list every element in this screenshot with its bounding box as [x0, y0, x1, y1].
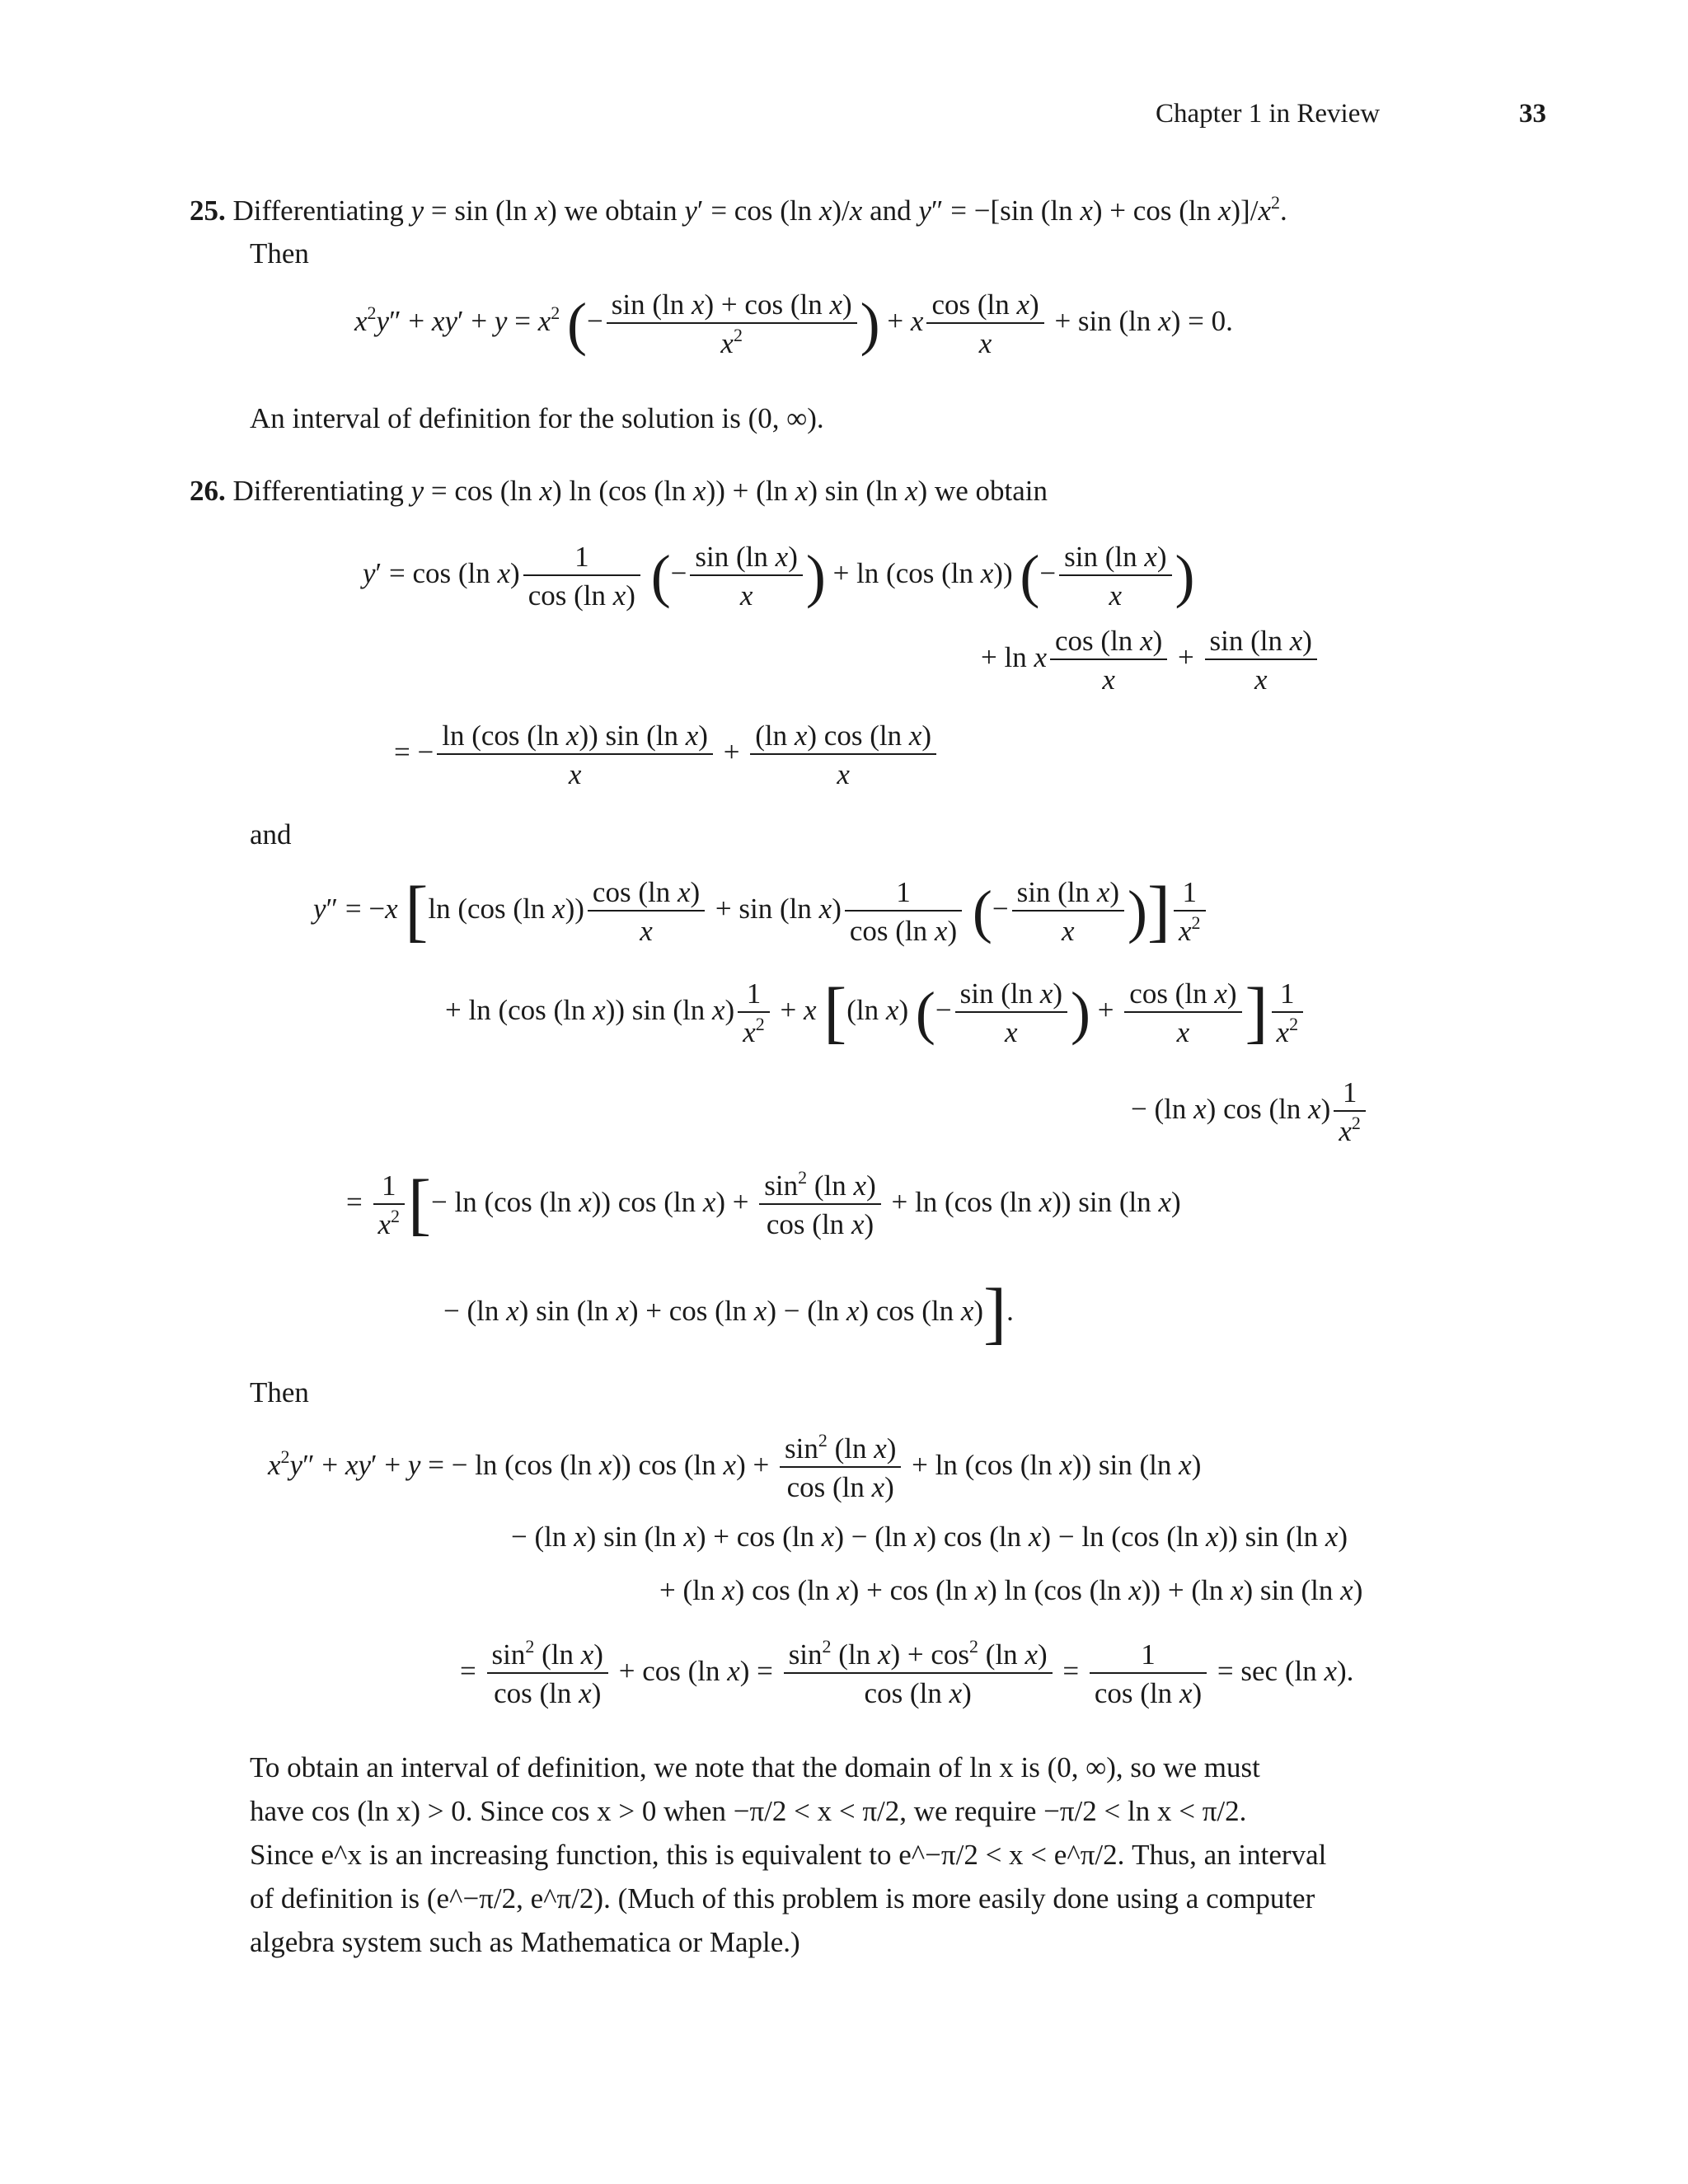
yprime-line-2: + ln x $\frac{\text{cos (ln x)}}{x}$ + $\frac{\text{sin (ln x)}}{x}$ — [981, 626, 1320, 694]
ydoubleprime-result-1: = $\frac{1}{x^2}$ [− ln (cos (ln x)) cos (ln x) + $\frac{\sin^2 (\ln x)}{\text{cos (ln x)}}$ + ln (cos (ln x)) sin (ln x) — [346, 1166, 1181, 1243]
closing-line: To obtain an interval of definition, we note that the domain of ln x is (0, ∞), so we must — [250, 1751, 1260, 1783]
problem-25-conclusion: An interval of definition for the solution is (0, ∞). — [250, 402, 824, 434]
running-header: Chapter 1 in Review — [1156, 99, 1381, 129]
ydoubleprime-result-2: − (ln x) sin (ln x) + cos (ln x) − (ln x) cos (ln x)]. — [443, 1275, 1014, 1352]
text: we obtain — [564, 194, 678, 227]
closing-line: of definition is (e^−π/2, e^π/2). (Much of this problem is more easily done using a computer — [250, 1882, 1315, 1915]
text: we obtain — [927, 475, 1048, 507]
text: Differentiating — [232, 194, 411, 227]
ydoubleprime-line-2: + ln (cos (ln x)) sin (ln x) $\frac{1}{x^2}$ + x [(ln x) (− $\frac{\text{sin (ln x)}}{x}$ ) + $\frac{\text{cos (ln x)}}{x}$ ] $\frac{1}{x^2}$ — [445, 978, 1306, 1047]
problem-26-then: Then — [250, 1376, 309, 1408]
closing-line: have cos (ln x) > 0. Since cos x > 0 when −π/2 < x < π/2, we require −π/2 < ln x < π/2. — [250, 1795, 1247, 1827]
problem-26-intro: 26. Differentiating y = cos (ln x) ln (cos (ln x)) + (ln x) sin (ln x) we obtain — [190, 475, 1048, 507]
final-line-3: + (ln x) cos (ln x) + cos (ln x) ln (cos (ln x)) + (ln x) sin (ln x) — [659, 1574, 1363, 1606]
ydoubleprime-line-3: − (ln x) cos (ln x) $\frac{1}{x^2}$ — [1131, 1078, 1369, 1146]
page-number: 33 — [1519, 99, 1546, 129]
closing-paragraph — [250, 1746, 1449, 1964]
final-result: = $\frac{\sin^2 (\ln x)}{\text{cos (ln x)}}$ + cos (ln x) = $\frac{\sin^2 (\ln x) + \cos^2 (\ln x)}{\text{cos (ln x)}}$ = $\frac{1}{\text{cos (ln x)}}$ = sec (ln x). — [460, 1636, 1354, 1709]
problem-25-intro: 25. Differentiating y = sin (ln x) we obtain y′ = cos (ln x)/x and y″ = −[sin (ln x) + cos (ln $x)]/x^2$. — [190, 192, 1287, 227]
problem-26-and: and — [250, 818, 292, 851]
problem-25-equation: $x^2y'' + xy' + y = x^2$ (− $\frac{\text{sin (ln x) + cos (ln x)}}{x^2}$ ) + x $\frac{\text{cos (ln x)}}{x}$ + sin (ln x) = 0. — [354, 288, 1233, 359]
ydoubleprime-line-1: y″ = −x [ln (cos (ln x)) $\frac{\text{cos (ln x)}}{x}$ + sin (ln x) $\frac{1}{\text{cos (ln x)}}$ (− $\frac{\text{sin (ln x)}}{x}$ )] $\frac{1}{x^2}$ — [313, 877, 1209, 946]
text: Differentiating — [232, 475, 411, 507]
yprime-line-1: y′ = cos (ln x) $\frac{1}{\text{cos (ln x)}}$ (− $\frac{\text{sin (ln x)}}{x}$ ) + ln (cos (ln x)) (− $\frac{\text{sin (ln x)}}{x}$ ) — [363, 541, 1195, 612]
text: and — [870, 194, 912, 227]
yprime-result: = − $\frac{\text{ln (cos (ln x)) sin (ln x)}}{x}$ + $\frac{\text{(ln x) cos (ln x)}}{x}$ — [394, 721, 940, 789]
problem-25-then: Then — [250, 237, 309, 269]
problem-number: 25. — [190, 194, 226, 227]
problem-number: 26. — [190, 475, 226, 507]
final-line-1: $x^2y'' + xy' + y$ = − ln (cos (ln x)) cos (ln x) + $\frac{\sin^2 (\ln x)}{\text{cos (ln x)}}$ + ln (cos (ln x)) sin (ln x) — [268, 1430, 1202, 1503]
closing-line: algebra system such as Mathematica or Maple.) — [250, 1926, 800, 1958]
final-line-2: − (ln x) sin (ln x) + cos (ln x) − (ln x) cos (ln x) − ln (cos (ln x)) sin (ln x) — [511, 1521, 1348, 1553]
closing-line: Since e^x is an increasing function, this is equivalent to e^−π/2 < x < e^π/2. Thus, an interval — [250, 1839, 1327, 1871]
